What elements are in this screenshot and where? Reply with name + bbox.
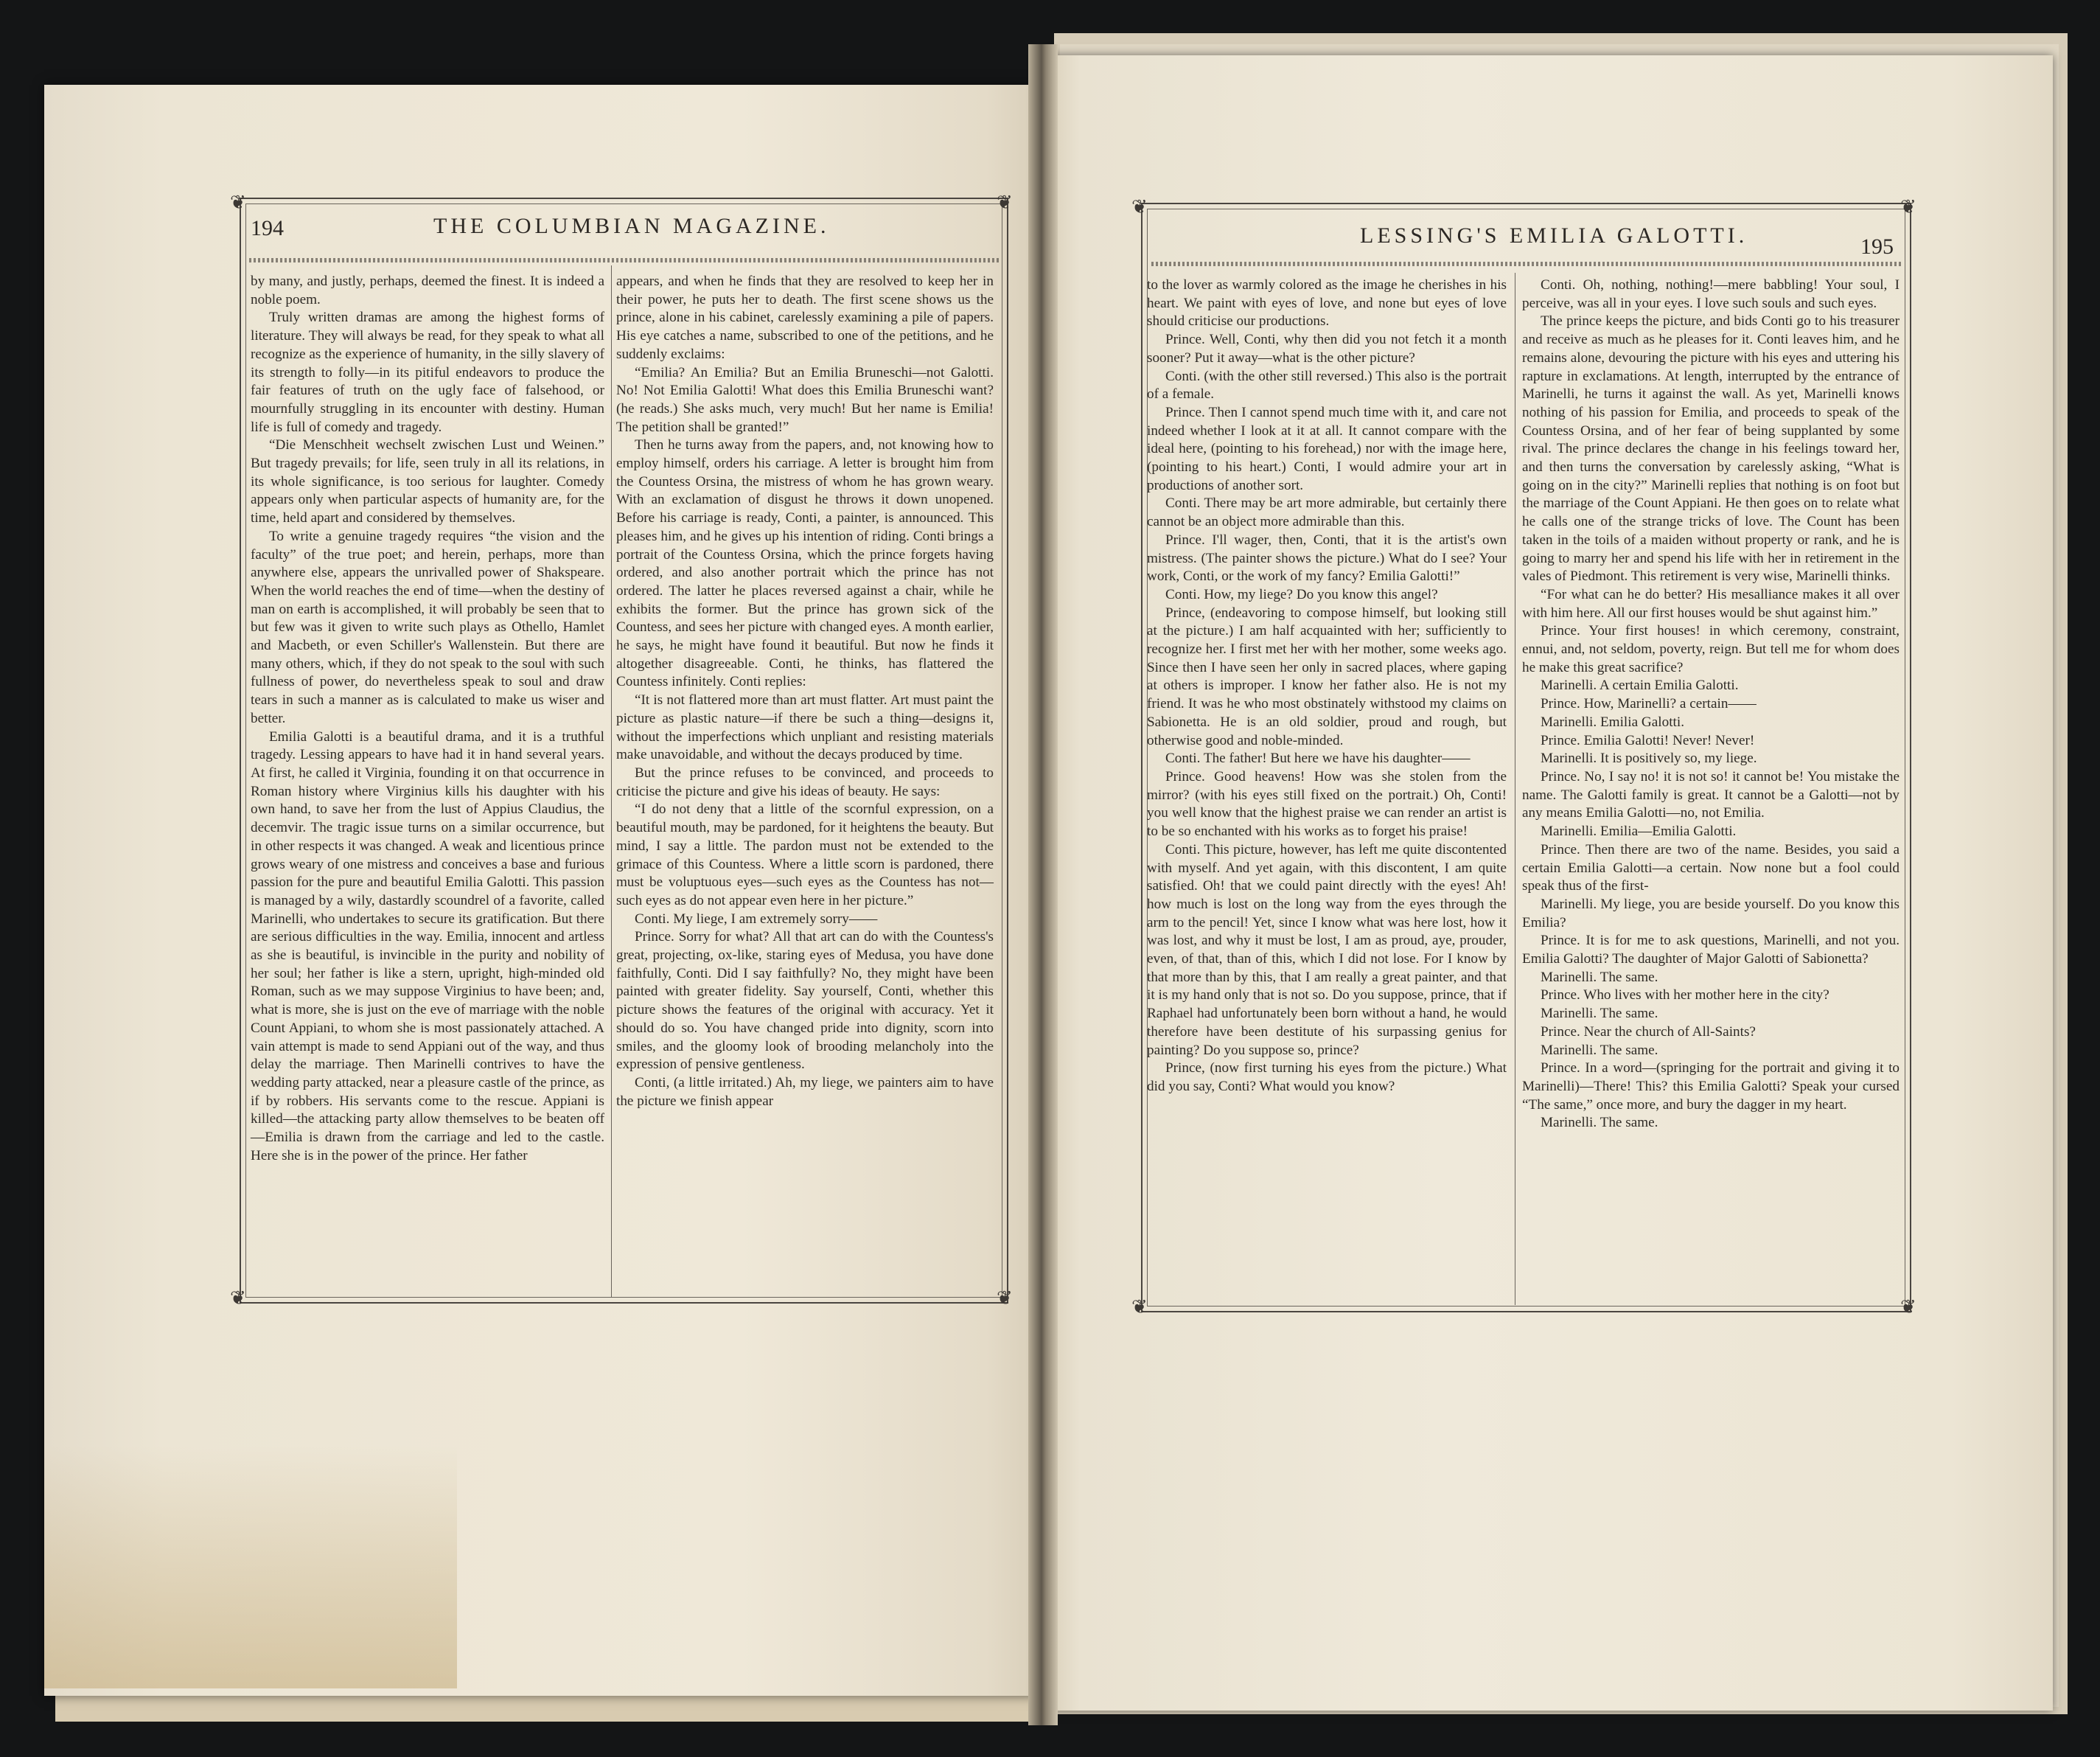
paragraph: Prince, (now first turning his eyes from the picture.) What did you say, Conti? What would you know? xyxy=(1147,1060,1507,1094)
paragraph: Conti. Oh, nothing, nothing!—mere babbling! Your soul, I perceive, was all in your eyes. I love such souls and such eyes. xyxy=(1522,277,1900,311)
left-frame-ornament-tr: ❦ xyxy=(997,192,1013,213)
paragraph: Prince. No, I say no! it is not so! it cannot be! You mistake the name. The Galotti family is great. It cannot be a Galotti—not by any means Emilia Galotti—no, not Emilia. xyxy=(1522,768,1900,821)
paragraph: Marinelli. A certain Emilia Galotti. xyxy=(1540,678,1739,694)
left-frame-ornament-tl: ❦ xyxy=(230,192,246,213)
paragraph: Prince. Sorry for what? All that art can do with the Countess's great, projecting, ox-like, staring eyes of Medusa, you have done faithfully, Conti. Did I say faithfully? No, they might have been painted with greater fidelity. Say yourself, Conti, whether this picture shows the features of the original with accuracy. Yet it should do so. You have changed pride into dignity, scorn into smiles, and the gloomy look of brooding melancholy into the expression of pensive gentleness. xyxy=(616,929,994,1073)
right-frame-ornament-tr: ❦ xyxy=(1900,196,1916,218)
paragraph: Prince. Then I cannot spend much time with it, and care not indeed whether I look at it at all. It cannot compare with the ideal here, (pointing to his forehead,) nor with the image here, (pointing to his heart.) Conti, I would admire your art in productions of another sort. xyxy=(1147,404,1507,493)
paragraph: Conti. There may be art more admirable, but certainly there cannot be an object more admirable than this. xyxy=(1147,495,1507,530)
left-page-stain xyxy=(44,1445,457,1688)
left-column-divider xyxy=(611,265,612,1298)
left-head-rule xyxy=(249,258,1000,262)
right-running-head: LESSING'S EMILIA GALOTTI. xyxy=(1360,223,1748,248)
right-head-rule xyxy=(1151,262,1902,266)
paragraph: Conti. The father! But here we have his daughter—— xyxy=(1165,751,1471,767)
right-frame-ornament-tl: ❦ xyxy=(1131,196,1148,218)
paragraph: Marinelli. My liege, you are beside yourself. Do you know this Emilia? xyxy=(1522,896,1900,930)
right-page-number: 195 xyxy=(1860,234,1894,259)
paragraph: “Die Menschheit wechselt zwischen Lust und Weinen.” But tragedy prevails; for life, seen truly in all its relations, in its whole significance, is too serious for laughter. Comedy appears only when particular aspects of humanity are, for the time, held apart and considered by themselves. xyxy=(251,437,604,526)
right-column-1 xyxy=(1147,276,1507,1305)
paragraph: The prince keeps the picture, and bids Conti go to his treasurer and receive as much as he pleases for it. Conti leaves him, and he remains alone, devouring the picture with his eyes and uttering his rapture in exclamations. At length, interrupted by the entrance of Marinelli, he turns it against the wall. As yet, Marinelli knows nothing of his passion for Emilia, and proceeds to speak of the Countess Orsina, and of her fear of being supplanted by some rival. The prince declares the change in his feelings toward her, and then turns the conversation by carelessly asking, “What is going on in the city?” Marinelli replies that nothing is on foot but the marriage of the Count Appiani. He then goes on to relate what he calls one of the strange tricks of love. The Count has been taken in the toils of a maiden without property or rank, and he is going to marry her and spend his life with her in retirement in the vales of Piedmont. This retirement is very wise, Marinelli thinks. xyxy=(1522,313,1900,585)
paragraph: Marinelli. The same. xyxy=(1540,1042,1658,1058)
paragraph: Prince. It is for me to ask questions, Marinelli, and not you. Emilia Galotti? The daughter of Major Galotti of Sabionetta? xyxy=(1522,933,1900,967)
paragraph: by many, and justly, perhaps, deemed the finest. It is indeed a noble poem. xyxy=(251,274,604,307)
paragraph: Prince. How, Marinelli? a certain—— xyxy=(1540,696,1757,712)
paragraph: To write a genuine tragedy requires “the vision and the faculty” of the true poet; and herein, perhaps, more than anywhere else, appears the unrivalled power of Shakspeare. When the world reaches the end of time—when the destiny of man on earth is accomplished, it will probably be seen that to but few was it given to write such plays as Othello, Hamlet and Macbeth, or even Schiller's Wallenstein. But there are many others, which, if they do not speak to the soul with such fullness of power, do nevertheless speak to soul and draw tears in such a manner as is calculated to make us wiser and better. xyxy=(251,528,604,726)
paragraph: to the lover as warmly colored as the image he cherishes in his heart. We paint with eyes of love, and none but eyes of love should criticise our productions. xyxy=(1147,277,1507,330)
paragraph: Conti, (a little irritated.) Ah, my liege, we painters aim to have the picture we finish appear xyxy=(616,1074,994,1109)
paragraph: appears, and when he finds that they are resolved to keep her in their power, he puts her to death. The first scene shows us the prince, alone in his cabinet, carelessly examining a pile of papers. His eye catches a name, subscribed to one of the petitions, and he suddenly exclaims: xyxy=(616,274,994,362)
paragraph: Marinelli. The same. xyxy=(1540,1115,1658,1131)
paragraph: “For what can he do better? His mesalliance makes it all over with him here. All our first houses would be shut against him.” xyxy=(1522,586,1900,621)
paragraph: Conti. How, my liege? Do you know this angel? xyxy=(1165,586,1438,602)
paragraph: Then he turns away from the papers, and, not knowing how to employ himself, orders his carriage. A letter is brought him from the Countess Orsina, the mistress of whom he has grown weary. With an exclamation of disgust he throws it down unopened. Before his carriage is ready, Conti, a painter, is announced. This pleases him, and he gives up his intention of riding. Conti brings a portrait of the Countess Orsina, which the prince forgets having ordered, and also another portrait which the prince has not ordered. The latter he places reversed against a chair, while he exhibits the former. But the prince has grown sick of the Countess, and sees her picture with changed eyes. A month earlier, he says, he might have found it beautiful. But now he finds it altogether disagreeable. Conti, he thinks, has flattered the Countess infinitely. Conti replies: xyxy=(616,437,994,690)
book-gutter xyxy=(1028,44,1058,1725)
paragraph: Marinelli. The same. xyxy=(1540,969,1658,985)
paragraph: Marinelli. The same. xyxy=(1540,1006,1658,1022)
paragraph: Conti. (with the other still reversed.) This also is the portrait of a female. xyxy=(1147,368,1507,403)
paragraph: Conti. This picture, however, has left me quite discontented with myself. And yet again, with this discontent, I am quite satisfied. Oh! that we could paint directly with the eyes! Ah! how much is lost on the long way from the eyes through the arm to the pencil! Yet, since I know what was here lost, how it was lost, and why it must be lost, I am as proud, aye, prouder, even, of that, than of this, which I did not lose. For I know by that more than by this, that I am really a great painter, and that it is my hand only that is not so. Do you suppose, prince, that if Raphael had unfortunately been born without a hand, he would therefore have been destitute of his surpassing genius for painting? Do you suppose so, prince? xyxy=(1147,841,1507,1058)
paragraph: Prince. Your first houses! in which ceremony, constraint, ennui, and, not seldom, poverty, reign. But tell me for whom does he make this great sacrifice? xyxy=(1522,623,1900,675)
paragraph: Conti. My liege, I am extremely sorry—— xyxy=(634,911,878,927)
paragraph: Prince. Near the church of All-Saints? xyxy=(1540,1023,1756,1040)
paragraph: Prince. In a word—(springing for the portrait and giving it to Marinelli)—There! This? this Emilia Galotti? Speak your cursed “The same,” once more, and bury the dagger in my heart. xyxy=(1522,1060,1900,1113)
right-column-2 xyxy=(1522,276,1900,1305)
left-frame-ornament-br: ❦ xyxy=(997,1287,1013,1309)
paragraph: “I do not deny that a little of the scornful expression, on a beautiful mouth, may be pardoned, for it heightens the beauty. But mind, I say a little. The pardon must not be extended to the grimace of this Countess. Where a little scorn is pardoned, there must be voluptuous eyes—such eyes as the Countess has not—such eyes as do not appear even here in her picture.” xyxy=(616,801,994,908)
left-frame-ornament-bl: ❦ xyxy=(230,1287,246,1309)
left-column-1 xyxy=(251,273,604,1298)
paragraph: Prince, (endeavoring to compose himself, but looking still at the picture.) I am half acquainted with her; sufficiently to recognize her. I first met her with her mother, some weeks ago. Since then I have seen her only in sacred places, where gaping at others is improper. I know her father also. He is not my friend. It was he who most obstinately withstood my claims on Sabionetta. He is an old soldier, proud and rough, but otherwise good and noble-minded. xyxy=(1147,605,1507,748)
left-page-number: 194 xyxy=(251,216,284,240)
right-frame-ornament-br: ❦ xyxy=(1900,1296,1916,1318)
paragraph: But the prince refuses to be convinced, and proceeds to criticise the picture and give his ideas of beauty. He says: xyxy=(616,765,994,799)
right-frame-ornament-bl: ❦ xyxy=(1131,1296,1148,1318)
paragraph: Prince. Then there are two of the name. Besides, you said a certain Emilia Galotti—a certain. Now none but a fool could speak thus of the first- xyxy=(1522,841,1900,894)
paragraph: Prince. Well, Conti, why then did you not fetch it a month sooner? Put it away—what is the other picture? xyxy=(1147,332,1507,366)
paragraph: Prince. Who lives with her mother here in the city? xyxy=(1540,987,1829,1003)
left-column-2 xyxy=(616,273,994,1298)
paragraph: Prince. Emilia Galotti! Never! Never! xyxy=(1540,732,1755,748)
paragraph: Prince. I'll wager, then, Conti, that it is the artist's own mistress. (The painter shows the picture.) What do I see? Your work, Conti, or the work of my fancy? Emilia Galotti!” xyxy=(1147,532,1507,585)
paragraph: Truly written dramas are among the highest forms of literature. They will always be read, for they speak to what all recognize as the experience of humanity, in the silly slavery of its strength to folly—in its pitiful endeavors to produce the fair features of truth on the ugly face of falsehood, or mournfully struggling in its encounter with destiny. Human life is full of comedy and tragedy. xyxy=(251,310,604,435)
paragraph: Marinelli. Emilia Galotti. xyxy=(1540,714,1684,730)
paragraph: Marinelli. Emilia—Emilia Galotti. xyxy=(1540,824,1737,840)
paragraph: Prince. Good heavens! How was she stolen from the mirror? (with his eyes still fixed on the portrait.) Oh, Conti! you well know that the highest praise we can render an artist is to be so enchanted with his works as to forget his praise! xyxy=(1147,768,1507,840)
paragraph: Emilia Galotti is a beautiful drama, and it is a truthful tragedy. Lessing appears to have had it in hand several years. At first, he called it Virginia, founding it on that occurrence in Roman history where Virginius kills his daughter with his own hand, to save her from the lust of Appius Claudius, the decemvir. The tragic issue turns on a similar occurrence, but in other respects it was changed. A weak and licentious prince grows weary of one mistress and conceives a base and furious passion for the pure and beautiful Emilia Galotti. This passion is managed by a wily, dastardly scoundrel of a favorite, called Marinelli, who undertakes to secure its gratification. But there are serious difficulties in the way. Emilia, innocent and artless as she is beautiful, is invincible in the purity and nobility of her soul; her father is like a stern, upright, high-minded old Roman, such as we may suppose Virginius to have been; and, what is more, she is just on the eve of marriage with the noble Count Appiani, to whom she is most passionately attached. A vain attempt is made to send Appiani out of the way, and thus delay the marriage. Then Marinelli contrives to have the wedding party attacked, near a pleasure castle of the prince, as if by robbers. His servants come to the rescue. Appiani is killed—the attacking party allow themselves to be beaten off—Emilia is drawn from the carriage and led to the castle. Here she is in the power of the prince. Her father xyxy=(251,728,604,1163)
paragraph: “It is not flattered more than art must flatter. Art must paint the picture as plastic nature—if there be such a thing—designs it, without the imperfections which unpliant and resisting materials make unavoidable, and without the decays produced by time. xyxy=(616,692,994,763)
paragraph: Marinelli. It is positively so, my liege. xyxy=(1540,751,1757,767)
left-running-head: THE COLUMBIAN MAGAZINE. xyxy=(433,214,830,238)
paragraph: “Emilia? An Emilia? But an Emilia Bruneschi—not Galotti. No! Not Emilia Galotti! What does this Emilia Bruneschi want? (he reads.) She asks much, very much! But her name is Emilia! The petition shall be granted!” xyxy=(616,364,994,435)
